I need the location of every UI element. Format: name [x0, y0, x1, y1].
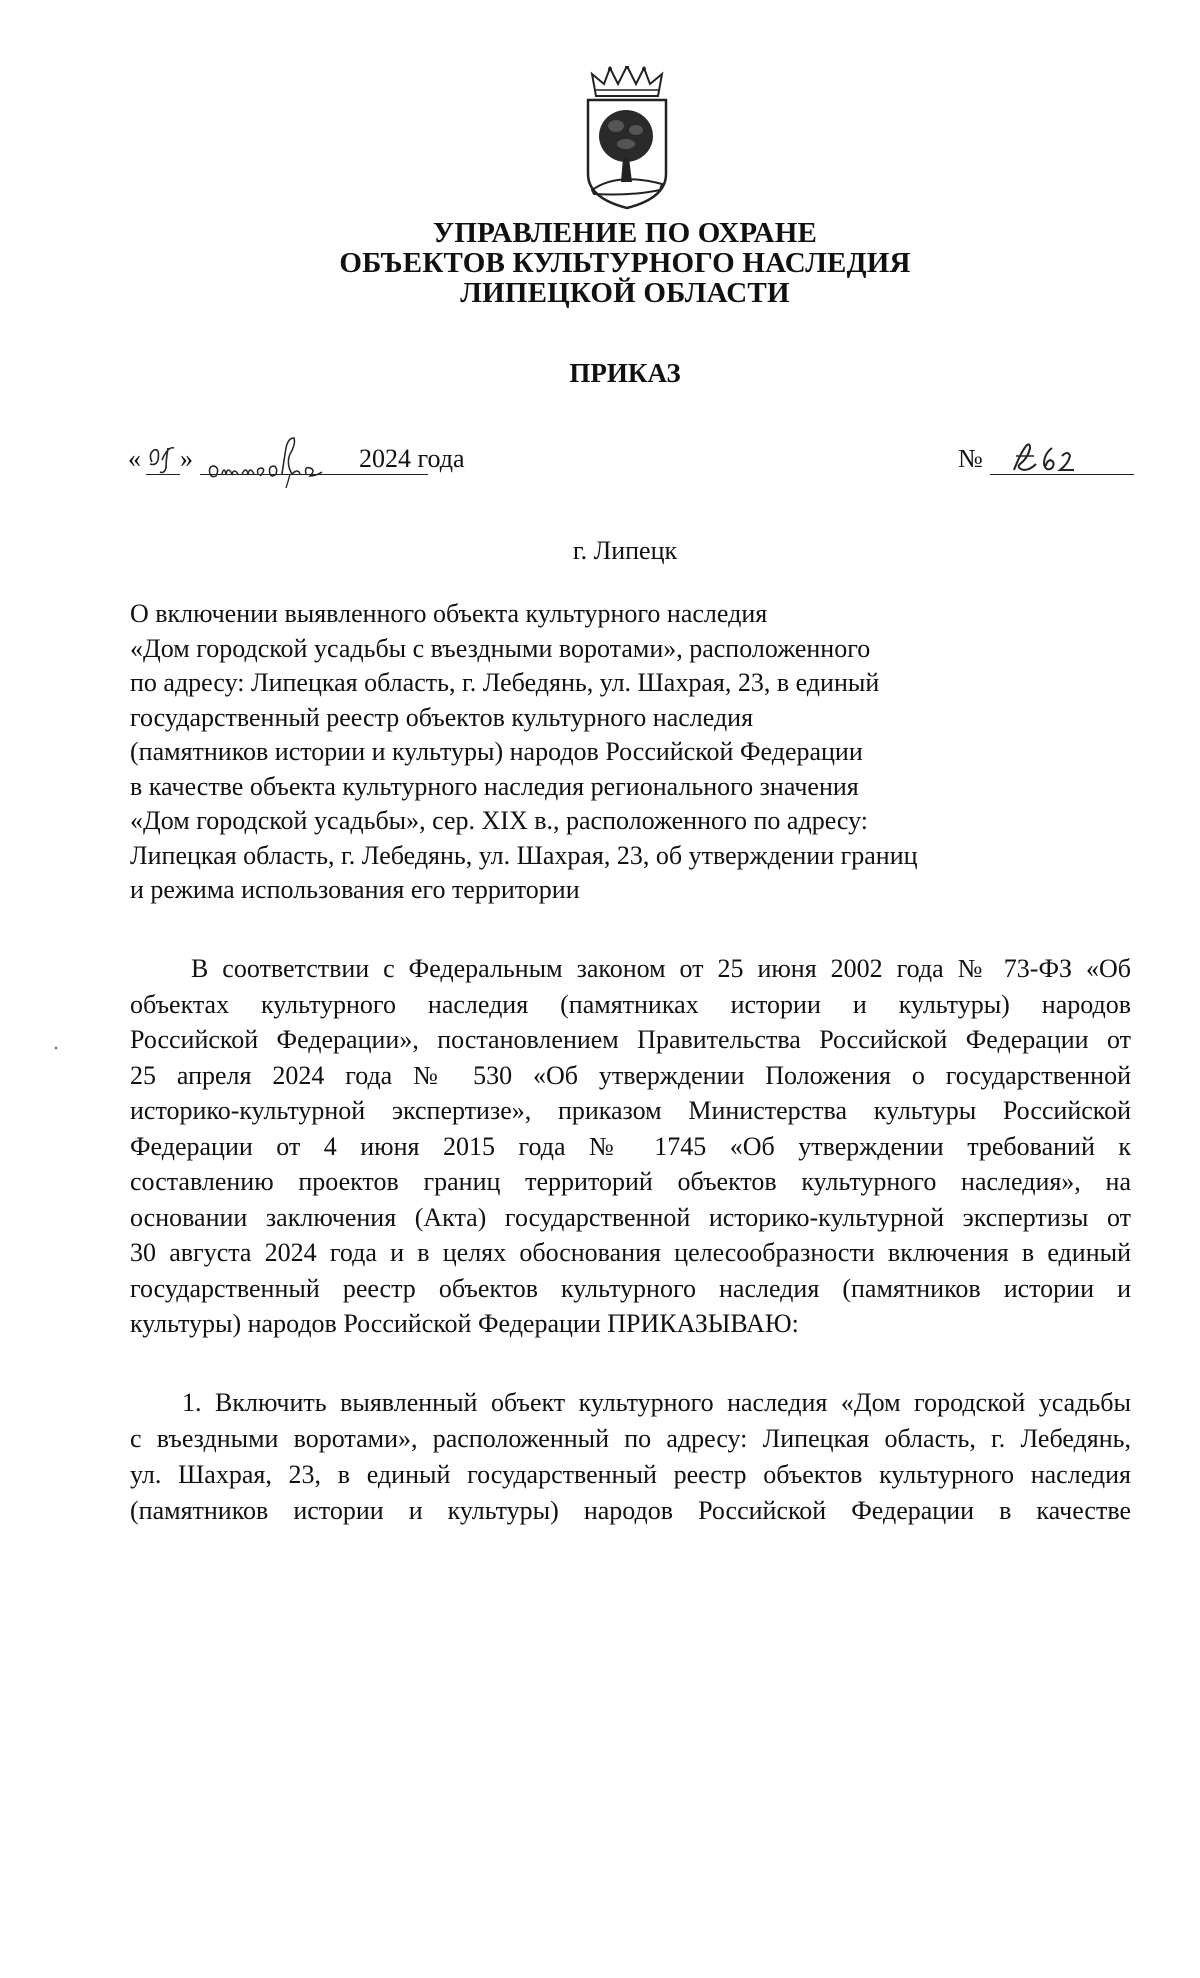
handwritten-number [1006, 434, 1086, 474]
paragraph-line: 25 апреля 2024 года № 530 «Об утверждении Положения о государственной [130, 1060, 1131, 1090]
paragraph-line: 30 августа 2024 года и в целях обоснования целесообразности включения в единый [130, 1238, 1131, 1267]
date-close-quote: » [180, 444, 193, 473]
paragraph-line: историко-культурной экспертизе», приказом Министерства культуры Российской [130, 1096, 1131, 1125]
subject-line: и режима использования его территории [130, 875, 580, 904]
paragraph-line: ул. Шахрая, 23, в единый государственный реестр объектов культурного наследия [130, 1460, 1131, 1489]
paragraph-line: культуры) народов Российской Федерации ПРИКАЗЫВАЮ: [130, 1309, 799, 1338]
paragraph-line: Федерации от 4 июня 2015 года № 1745 «Об утверждении требований к [130, 1131, 1131, 1161]
paragraph-line: В соответствии с Федеральным законом от 25 июня 2002 года № 73-ФЗ «Об [191, 954, 1131, 983]
paragraph-line: государственный реестр объектов культурного наследия (памятников истории и [130, 1273, 1131, 1303]
subject-line: «Дом городской усадьбы с въездными воротами», расположенного [130, 633, 871, 663]
subject-line: «Дом городской усадьбы», сер. XIX в., расположенного по адресу: [130, 806, 868, 835]
order-item-1 [130, 1385, 1131, 1529]
subject-line: государственный реестр объектов культурного наследия [130, 702, 754, 732]
day-underline [146, 474, 180, 475]
document-type-title: ПРИКАЗ [569, 358, 681, 388]
preamble-paragraph [130, 951, 1131, 1342]
subject-line: Липецкая область, г. Лебедянь, ул. Шахрая, 23, об утверждении границ [130, 840, 918, 870]
paragraph-line: с въездными воротами», расположенный по адресу: Липецкая область, г. Лебедянь, [130, 1424, 1131, 1453]
paragraph-line: объектах культурного наследия (памятниках истории и культуры) народов [130, 989, 1131, 1019]
lipetsk-coat-of-arms-icon [582, 66, 672, 212]
document-city: г. Липецк [572, 536, 678, 565]
paragraph-line: (памятников истории и культуры) народов Российской Федерации в качестве [130, 1496, 1131, 1525]
month-underline [200, 474, 428, 475]
paragraph-line: Российской Федерации», постановлением Правительства Российской Федерации от [130, 1025, 1131, 1054]
date-open-quote: « [128, 444, 141, 473]
scan-speck [53, 1045, 59, 1051]
paragraph-line: основании заключения (Акта) государственной историко-культурной экспертизы от [130, 1202, 1131, 1232]
subject-line: (памятников истории и культуры) народов Российской Федерации [130, 737, 863, 766]
subject-line: О включении выявленного объекта культурного наследия [130, 599, 768, 628]
subject-line: в качестве объекта культурного наследия регионального значения [130, 771, 859, 801]
date-number-row [128, 430, 1128, 490]
handwritten-month [206, 430, 366, 490]
paragraph-line: составлению проектов границ территорий объектов культурного наследия», на [130, 1167, 1131, 1196]
number-underline [990, 474, 1134, 475]
subject-line: по адресу: Липецкая область, г. Лебедянь, ул. Шахрая, 23, в единый [130, 668, 880, 697]
org-line-3: ЛИПЕЦКОЙ ОБЛАСТИ [460, 277, 790, 309]
org-line-1: УПРАВЛЕНИЕ ПО ОХРАНЕ [432, 217, 818, 249]
date-year: 2024 года [359, 444, 465, 473]
number-label: № [958, 444, 983, 473]
org-line-2: ОБЪЕКТОВ КУЛЬТУРНОГО НАСЛЕДИЯ [339, 247, 911, 279]
paragraph-line: 1. Включить выявленный объект культурного наследия «Дом городской усадьбы [182, 1388, 1131, 1417]
document-subject [130, 597, 1030, 908]
organization-name [0, 218, 1200, 308]
